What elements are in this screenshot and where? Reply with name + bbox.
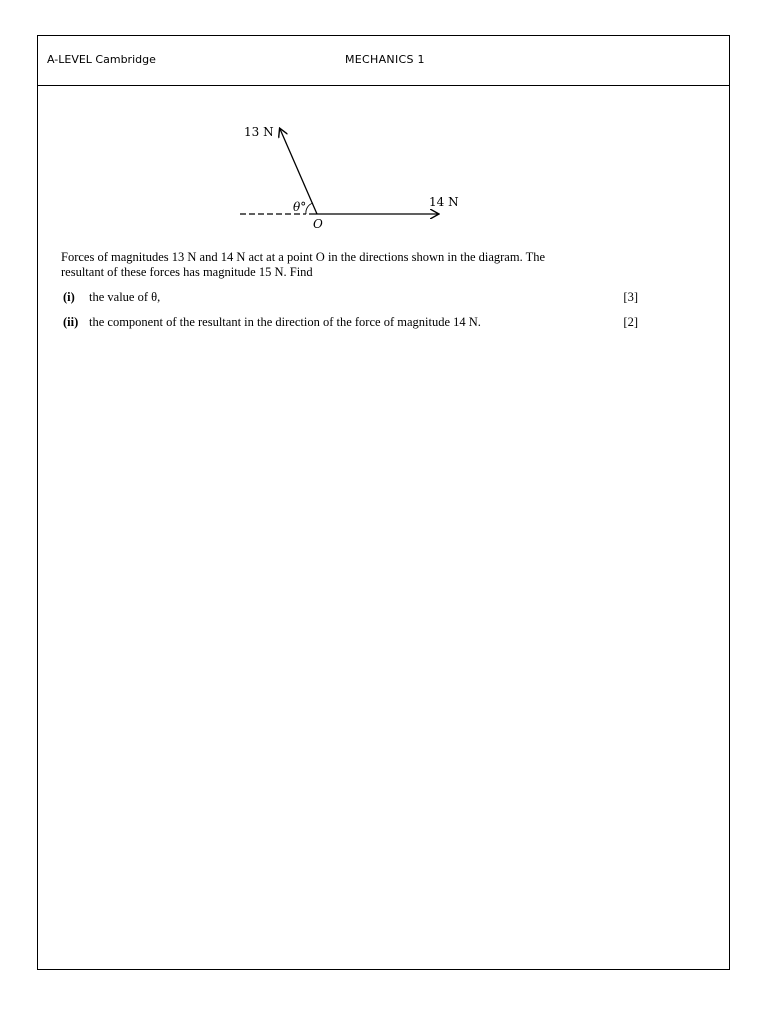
part-number: (i) — [63, 290, 75, 304]
point-o-label: O — [313, 217, 323, 231]
question-stem-line-2: resultant of these forces has magnitude 15 N. Find — [61, 265, 313, 279]
force-13n-label: 13 N — [244, 125, 274, 139]
part-marks: [3] — [623, 290, 638, 304]
header-subject: MECHANICS 1 — [345, 53, 425, 66]
question-stem — [61, 250, 641, 280]
force-14n-label: 14 N — [429, 195, 459, 209]
angle-arc — [306, 203, 313, 214]
part-number: (ii) — [63, 315, 79, 329]
question-part-i — [63, 290, 638, 306]
part-text: the value of θ, — [89, 290, 161, 304]
part-text: the component of the resultant in the direction of the force of magnitude 14 N. — [89, 315, 481, 329]
question-stem-line-1: Forces of magnitudes 13 N and 14 N act at a point O in the directions shown in the diagram. The — [61, 250, 546, 264]
header-exam-board: A-LEVEL Cambridge — [47, 53, 156, 66]
part-marks: [2] — [623, 315, 638, 329]
question-part-ii — [63, 315, 638, 331]
angle-theta-label: θ° — [293, 200, 307, 214]
